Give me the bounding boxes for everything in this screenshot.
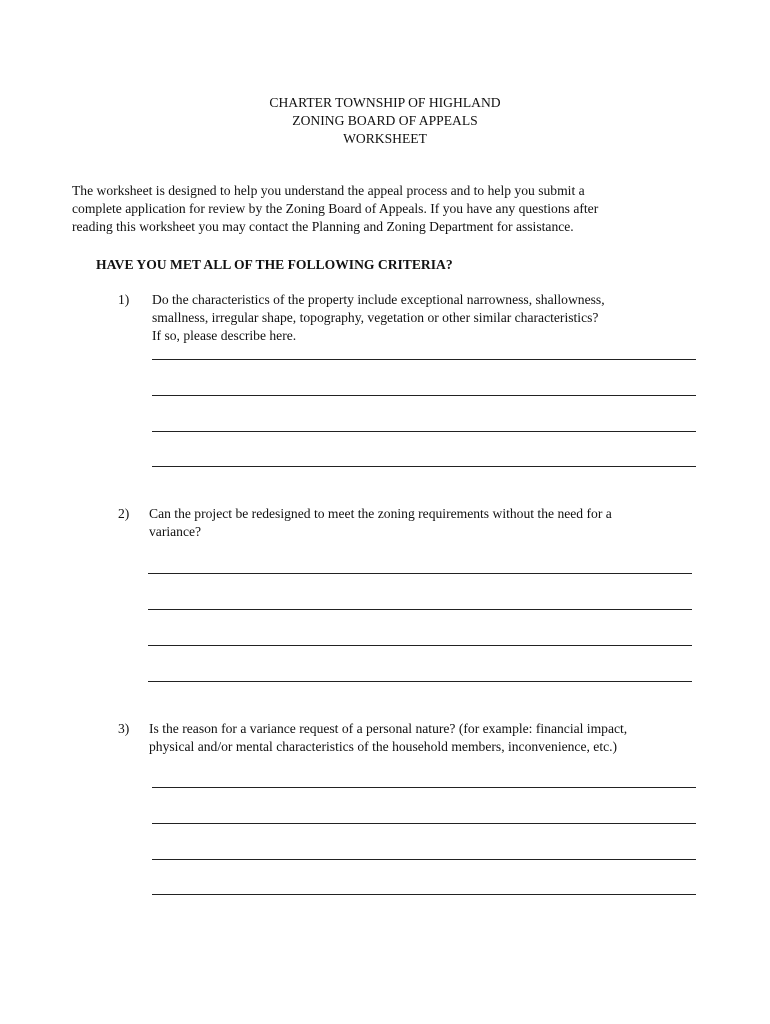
question-number: 1) xyxy=(118,292,130,307)
answer-line-q3-2[interactable] xyxy=(152,823,696,824)
question-line: Do the characteristics of the property include exceptional narrowness, shallowness, xyxy=(152,292,605,307)
intro-line: complete application for review by the Zoning Board of Appeals. If you have any questions after xyxy=(72,201,599,216)
criteria-heading: HAVE YOU MET ALL OF THE FOLLOWING CRITERIA? xyxy=(96,257,453,272)
question-number: 3) xyxy=(118,721,130,736)
question-text xyxy=(152,291,605,345)
question-line: smallness, irregular shape, topography, vegetation or other similar characteristics? xyxy=(152,310,599,325)
answer-line-q1-4[interactable] xyxy=(152,466,696,467)
answer-line-q1-2[interactable] xyxy=(152,395,696,396)
question-number: 2) xyxy=(118,506,130,521)
intro-paragraph xyxy=(72,182,712,236)
question-line: If so, please describe here. xyxy=(152,328,297,343)
question-line: Can the project be redesigned to meet the zoning requirements without the need for a xyxy=(149,506,612,521)
answer-line-q3-3[interactable] xyxy=(152,859,696,860)
answer-line-q2-4[interactable] xyxy=(148,681,692,682)
intro-line: The worksheet is designed to help you understand the appeal process and to help you submit a xyxy=(72,183,585,198)
intro-line: reading this worksheet you may contact the Planning and Zoning Department for assistance. xyxy=(72,219,574,234)
question-text xyxy=(149,720,627,756)
answer-line-q3-4[interactable] xyxy=(152,894,696,895)
answer-line-q1-1[interactable] xyxy=(152,359,696,360)
answer-line-q2-2[interactable] xyxy=(148,609,692,610)
header-title: WORKSHEET xyxy=(343,131,427,146)
question-line: physical and/or mental characteristics of the household members, inconvenience, etc.) xyxy=(149,739,618,754)
answer-line-q3-1[interactable] xyxy=(152,787,696,788)
question-line: variance? xyxy=(149,524,202,539)
answer-line-q2-3[interactable] xyxy=(148,645,692,646)
document-header xyxy=(0,94,770,148)
question-text xyxy=(149,505,612,541)
answer-line-q1-3[interactable] xyxy=(152,431,696,432)
answer-line-q2-1[interactable] xyxy=(148,573,692,574)
question-line: Is the reason for a variance request of a personal nature? (for example: financial impact, xyxy=(149,721,628,736)
header-board: ZONING BOARD OF APPEALS xyxy=(292,113,478,128)
header-township: CHARTER TOWNSHIP OF HIGHLAND xyxy=(269,95,501,110)
